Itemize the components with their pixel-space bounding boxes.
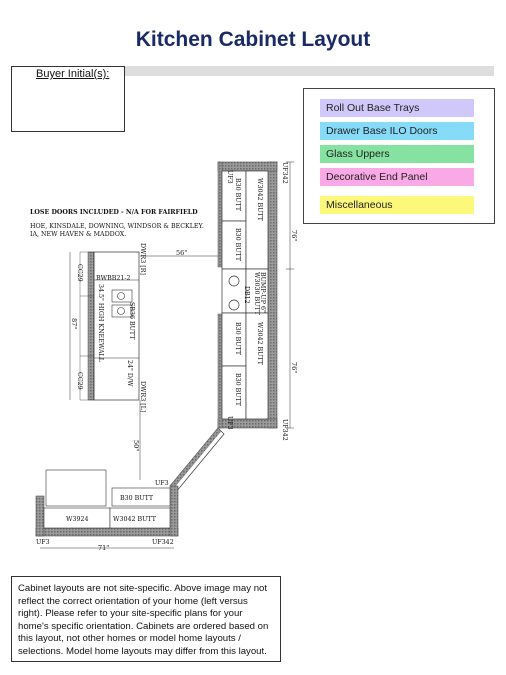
label-w3042-2: W3042 BUTT [256, 322, 263, 365]
island-dwr-bot: DWR3 [L] [139, 381, 146, 413]
dim-87: 87" [70, 318, 78, 330]
bottom-wall [36, 528, 178, 536]
cab-b30-2 [222, 221, 246, 269]
island-cc-top: CC29 [76, 264, 83, 282]
legend-item-roll-out: Roll Out Base Trays [320, 99, 474, 117]
bottom-right-return [170, 486, 178, 536]
island-kneewall [88, 252, 94, 400]
right-wall [268, 162, 277, 428]
lower-end-panel [218, 314, 222, 428]
cab-b30-4 [222, 366, 246, 419]
label-uf3-bottom: UF3 [36, 539, 50, 546]
label-b30-3: B30 BUTT [234, 322, 241, 356]
dim-71: 71" [98, 544, 110, 552]
label-b30-4: B30 BUTT [234, 373, 241, 407]
label-uf342-mid: UF342 [281, 419, 288, 441]
label-bottom-w3042: W3042 BUTT [113, 516, 156, 523]
label-db12: DB12 [243, 286, 250, 304]
dim-50: 50" [132, 440, 140, 452]
note-line-3: IA, NEW HAVEN & MADDOX. [30, 231, 127, 238]
island-sb: SB36 BUTT [128, 302, 135, 340]
legend-item-decorative-end: Decorative End Panel [320, 168, 474, 186]
label-bottom-b30: B30 BUTT [120, 495, 154, 502]
label-uf342-bottom: UF342 [152, 539, 174, 546]
island-knee: 34.5" HIGH KNEEWALL [97, 284, 104, 362]
label-w3924: W3924 [66, 516, 89, 523]
dim-76-top: 76" [290, 230, 298, 242]
upper-end-panel [218, 162, 222, 267]
island-dwr-top: DWR3 [R] [139, 243, 146, 275]
label-uf3-low: UF3 [155, 480, 169, 487]
bottom-left-wall [36, 496, 44, 536]
label-uf342-top: UF342 [281, 162, 288, 184]
legend-item-drawer-base: Drawer Base ILO Doors [320, 122, 474, 140]
label-uf3-top: UF3 [226, 170, 233, 184]
legend-item-misc: Miscellaneous [320, 196, 474, 214]
note-line-2: HOE, KINSDALE, DOWNING, WINDSOR & BECKLEY. [30, 223, 204, 230]
legend-item-glass-uppers: Glass Uppers [320, 145, 474, 163]
label-w3042-1: W3042 BUTT [256, 178, 263, 221]
label-b30-2: B30 BUTT [234, 228, 241, 262]
dim-76-bot: 76" [290, 362, 298, 374]
cab-db12 [222, 269, 246, 313]
cab-b30-1 [222, 171, 246, 221]
island-bwbb: BWBB21-2 [96, 275, 131, 282]
page-title: Kitchen Cabinet Layout [135, 28, 371, 51]
label-w3030: W3030 BUTT [253, 272, 260, 315]
label-uf3-mid: UF3 [226, 416, 233, 430]
disclaimer-box: Cabinet layouts are not site-specific. Above image may not reflect the correct orientation of your home (left versus right). Please refer to your site-specific plans for your home's specific orientation. Cabinets are ordered based on this layout, not other homes or model home layouts / selections. Model home layouts may differ from this layout. [11, 576, 281, 662]
label-b30-1: B30 BUTT [234, 178, 241, 212]
refrigerator [46, 470, 106, 506]
buyer-initial-label: Buyer Initial(s): [36, 68, 110, 80]
island-dw: 24" D/W [126, 360, 133, 387]
cab-b30-3 [222, 313, 246, 366]
island-cc-bot: CC29 [76, 372, 83, 390]
label-bump: BUMP-UP 6" [259, 272, 266, 313]
note-line-1: LOSE DOORS INCLUDED - N/A FOR FAIRFIELD [30, 209, 198, 216]
dim-56: 56" [176, 249, 188, 257]
